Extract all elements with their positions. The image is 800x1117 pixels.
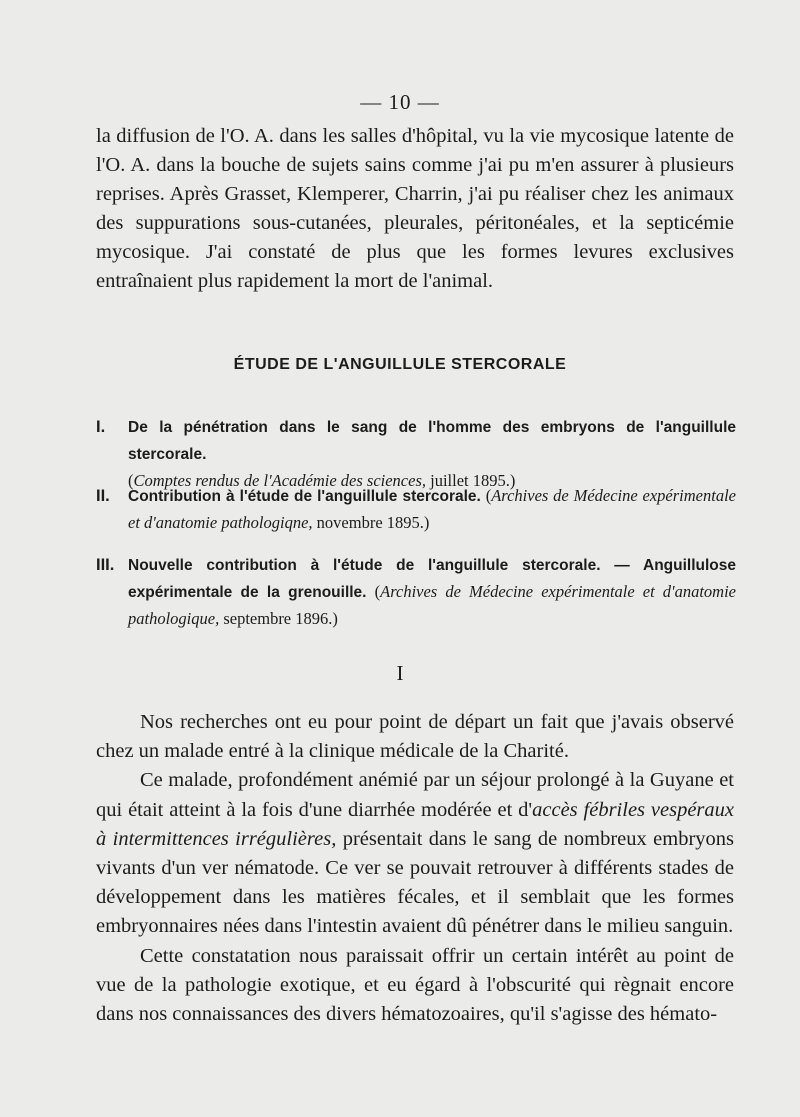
section-heading: ÉTUDE DE L'ANGUILLULE STERCORALE bbox=[233, 356, 567, 373]
publication-body bbox=[128, 414, 736, 494]
publication-title: De la pénétration dans le sang de l'homme des embryons de l'anguillule stercorale. bbox=[128, 419, 736, 463]
publication-date: novembre 1895.) bbox=[312, 513, 430, 532]
intro-paragraph: la diffusion de l'O. A. dans les salles d'hôpital, vu la vie mycosique latente de l'O. A. dans la bouche de sujets sains comme j'ai pu m'en assurer à plusieurs reprises. Après Grasset, Klemperer, Charrin, j'ai pu réaliser chez les animaux des suppurations sous-cutanées, pleurales, péritonéales, et la septicémie mycosique. J'ai constaté de plus que les formes levures exclusives entraînaient plus rapidement la mort de l'animal. bbox=[96, 125, 734, 292]
page-number: — 10 — bbox=[360, 90, 440, 114]
publication-body bbox=[128, 552, 736, 632]
publication-date: juillet 1895.) bbox=[426, 471, 516, 490]
source-open: ( bbox=[128, 471, 134, 490]
publication-source: Archives de Médecine expérimentale et d'anatomie pathologique, bbox=[128, 582, 736, 628]
publication-numeral: I. bbox=[96, 418, 106, 436]
publication-item bbox=[96, 552, 736, 632]
body-paragraph: Cette constatation nous paraissait offrir un certain intérêt au point de vue de la pathologie exotique, et eu égard à l'obscurité qui règnait encore dans nos connaissances des divers hématozoaires, qu'il s'agisse des hémato- bbox=[96, 944, 734, 1026]
publication-item bbox=[96, 483, 736, 536]
body-paragraph: Nos recherches ont eu pour point de départ un fait que j'avais observé chez un malade entré à la clinique médicale de la Charité. bbox=[96, 711, 734, 763]
publication-numeral: II. bbox=[96, 487, 110, 505]
source-open: ( bbox=[366, 582, 381, 601]
chapter-numeral: I bbox=[396, 661, 404, 685]
source-open: ( bbox=[480, 486, 492, 505]
publication-title: Nouvelle contribution à l'étude de l'anguillule stercorale. — Anguillulose expérimentale de la grenouille. bbox=[128, 557, 736, 601]
publication-date: septembre 1896.) bbox=[219, 609, 338, 628]
publication-source: Archives de Médecine expérimentale et d'anatomie pathologiqne, bbox=[128, 486, 736, 532]
body-text: présentait dans le sang de nombreux embryons vivants d'un ver nématode. Ce ver se pouvait retrouver à différents stades de développement dans les matières fécales, et il semblait que les formes embryonnaires nées dans l'intestin avaient dû pénétrer dans le milieu sanguin. bbox=[96, 827, 734, 938]
body-text: Ce malade, profondément anémié par un séjour prolongé à la Guyane et qui était atteint à la fois d'une diarrhée modérée et d' bbox=[96, 769, 734, 821]
publication-title: Contribution à l'étude de l'anguillule stercorale. bbox=[128, 488, 481, 505]
main-text bbox=[96, 708, 734, 1029]
publication-item bbox=[96, 414, 736, 494]
publication-body bbox=[128, 483, 736, 536]
publication-numeral: III. bbox=[96, 556, 115, 574]
publication-source: Comptes rendus de l'Académie des sciences, bbox=[133, 471, 427, 490]
body-paragraph bbox=[96, 766, 734, 941]
emphasized-text: accès fébriles vespéraux à intermittences irrégulières, bbox=[96, 798, 734, 850]
